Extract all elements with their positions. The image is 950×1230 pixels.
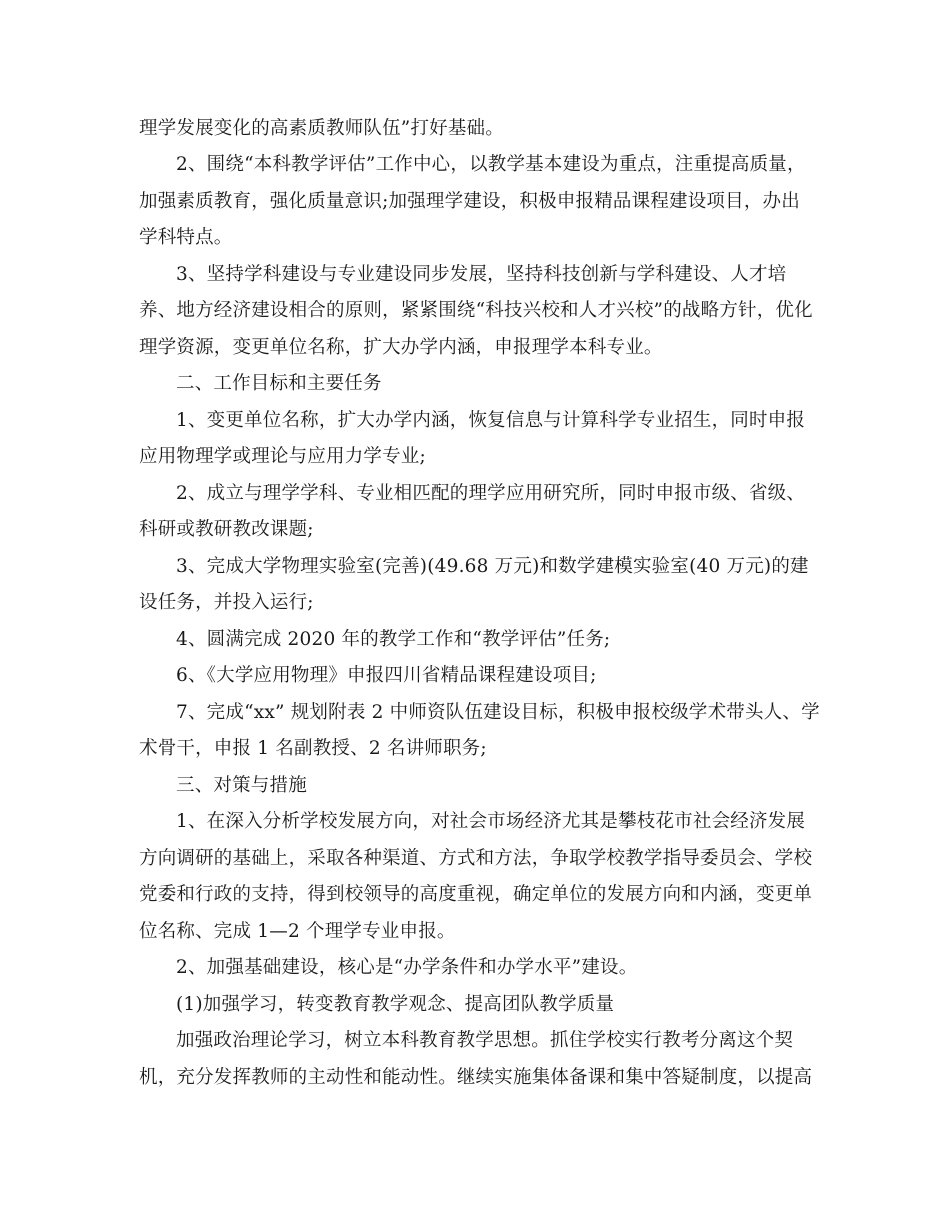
text-line: 2、围绕“本科教学评估”工作中心，以教学基本建设为重点，注重提高质量， (176, 154, 806, 175)
text-line: 4、圆满完成 2020 年的教学工作和“教学评估”任务; (176, 629, 611, 650)
text-line: 1、变更单位名称，扩大办学内涵，恢复信息与计算科学专业招生，同时申报 (176, 410, 806, 431)
section-heading: 二、工作目标和主要任务 (176, 373, 382, 394)
text-line: 2、加强基础建设，核心是“办学条件和办学水平”建设。 (176, 957, 638, 978)
text-line: 位名称、完成 1—2 个理学专业申报。 (139, 921, 456, 942)
text-line: 机，充分发挥教师的主动性和能动性。继续实施集体备课和集中答疑制度，以提高 (139, 1067, 813, 1088)
text-line: 科研或教研教改课题; (139, 519, 314, 540)
text-line: 应用物理学或理论与应用力学专业; (139, 446, 426, 467)
text-line: 3、坚持学科建设与专业建设同步发展，坚持科技创新与学科建设、人才培 (176, 264, 787, 285)
section-heading: 三、对策与措施 (176, 775, 307, 796)
text-line: 理学发展变化的高素质教师队伍”打好基础。 (139, 118, 504, 139)
text-line: 养、地方经济建设相合的原则，紧紧围绕“科技兴校和人才兴校”的战略方针，优化 (139, 300, 813, 321)
text-line: 方向调研的基础上，采取各种渠道、方式和方法，争取学校教学指导委员会、学校 (139, 848, 813, 869)
text-line: 加强素质教育，强化质量意识;加强理学建设，积极申报精品课程建设项目，办出 (139, 191, 800, 212)
text-line: 1、在深入分析学校发展方向，对社会市场经济尤其是攀枝花市社会经济发展 (176, 811, 806, 832)
text-line: 2、成立与理学学科、专业相匹配的理学应用研究所，同时申报市级、省级、 (176, 483, 806, 504)
subsection-heading: (1)加强学习，转变教育教学观念、提高团队教学质量 (176, 994, 615, 1015)
text-line: 党委和行政的支持，得到校领导的高度重视，确定单位的发展方向和内涵，变更单 (139, 884, 813, 905)
text-line: 设任务，并投入运行; (139, 592, 314, 613)
text-line: 3、完成大学物理实验室(完善)(49.68 万元)和数学建模实验室(40 万元)的建 (176, 556, 809, 577)
text-line: 术骨干，申报 1 名副教授、2 名讲师职务; (139, 738, 487, 759)
text-line: 理学资源，变更单位名称，扩大办学内涵，申报理学本科专业。 (139, 337, 663, 358)
text-line: 7、完成“xx” 规划附表 2 中师资队伍建设目标，积极申报校级学术带头人、学 (176, 702, 820, 723)
text-line: 学科特点。 (139, 227, 233, 248)
text-line: 加强政治理论学习，树立本科教育教学思想。抓住学校实行教考分离这个契 (176, 1030, 794, 1051)
text-line: 6、《大学应用物理》申报四川省精品课程建设项目; (176, 665, 597, 686)
